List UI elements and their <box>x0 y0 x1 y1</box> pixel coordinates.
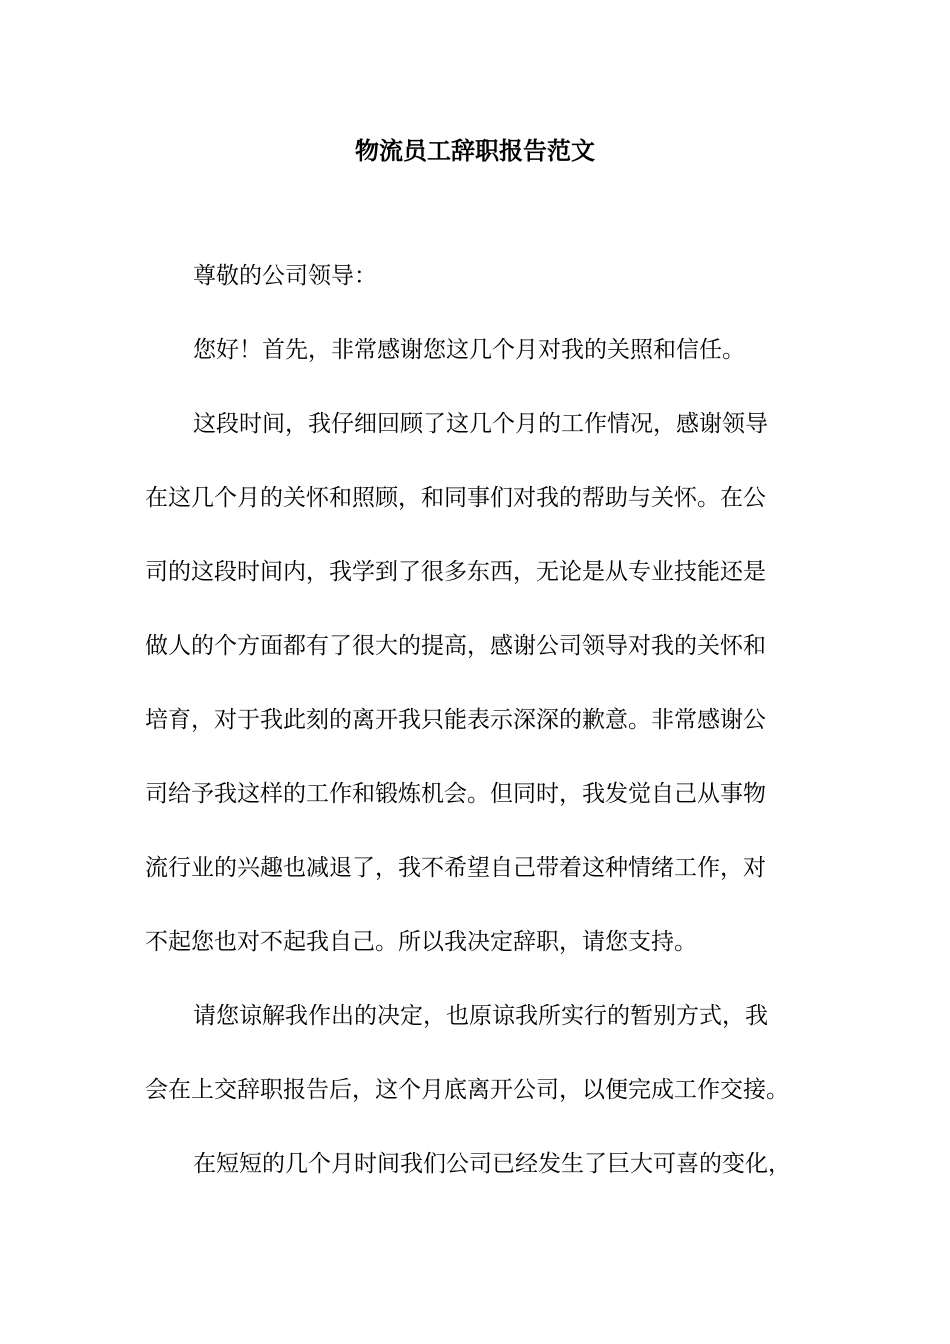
salutation: 尊敬的公司领导： <box>193 263 377 289</box>
paragraph-line: 司的这段时间内，我学到了很多东西，无论是从专业技能还是 <box>145 559 766 585</box>
paragraph-line: 流行业的兴趣也减退了，我不希望自己带着这种情绪工作，对 <box>145 855 766 881</box>
paragraph-line: 司给予我这样的工作和锻炼机会。但同时，我发觉自己从事物 <box>145 781 766 807</box>
paragraph-line: 做人的个方面都有了很大的提高，感谢公司领导对我的关怀和 <box>145 633 766 659</box>
document-title: 物流员工辞职报告范文 <box>355 136 595 165</box>
paragraph-line: 在短短的几个月时间我们公司已经发生了巨大可喜的变化， <box>193 1151 791 1177</box>
paragraph-line: 培育，对于我此刻的离开我只能表示深深的歉意。非常感谢公 <box>145 707 766 733</box>
paragraph-line: 会在上交辞职报告后，这个月底离开公司，以便完成工作交接。 <box>145 1077 789 1103</box>
paragraph-line: 不起您也对不起我自己。所以我决定辞职，请您支持。 <box>145 929 697 955</box>
greeting-line: 您好！首先，非常感谢您这几个月对我的关照和信任。 <box>193 337 745 363</box>
paragraph-line: 在这几个月的关怀和照顾，和同事们对我的帮助与关怀。在公 <box>145 485 766 511</box>
paragraph-line: 这段时间，我仔细回顾了这几个月的工作情况，感谢领导 <box>193 411 768 437</box>
paragraph-line: 请您谅解我作出的决定，也原谅我所实行的暂别方式，我 <box>193 1003 768 1029</box>
